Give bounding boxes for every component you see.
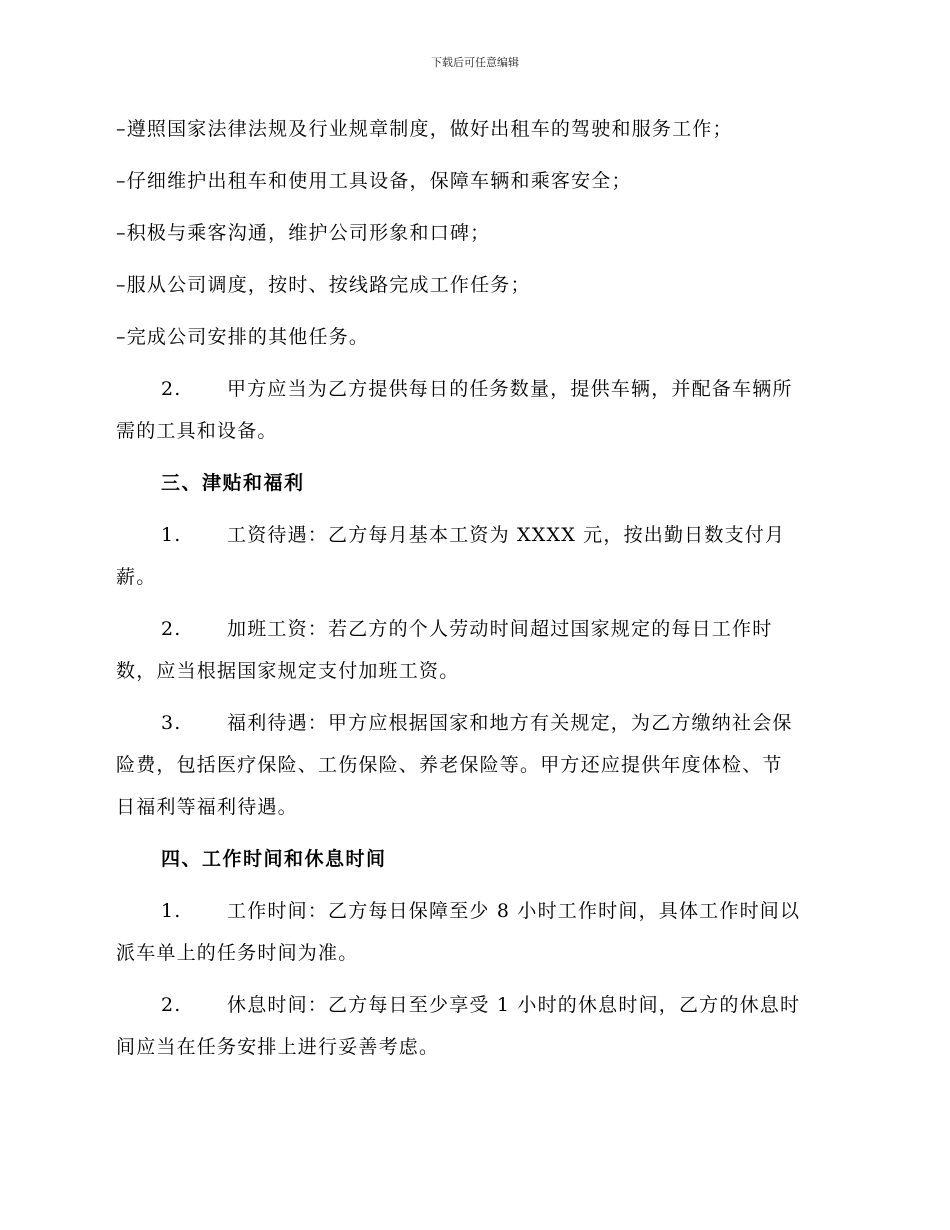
clause-number: 3.	[161, 712, 182, 734]
clause-number: 2.	[161, 618, 182, 640]
page-header: 下载后可任意编辑	[431, 56, 519, 69]
clause-text: 需的工具和设备。	[116, 420, 278, 442]
duty-item: –积极与乘客沟通，维护公司形象和口碑；	[116, 222, 491, 244]
clause-text: 派车单上的任务时间为准。	[116, 942, 359, 964]
clause-2-2	[116, 368, 836, 452]
document-body	[116, 108, 836, 1068]
clause-text: 间应当在任务安排上进行妥善考虑。	[116, 1036, 440, 1058]
clause-4-1	[116, 890, 836, 974]
clause-3-1	[116, 514, 836, 598]
clause-number: 1.	[161, 900, 182, 922]
clause-text: 休息时间：乙方每日至少享受 1 小时的休息时间，乙方的休息时	[227, 994, 801, 1016]
duty-item: –服从公司调度，按时、按线路完成工作任务；	[116, 274, 531, 296]
section-heading: 四、工作时间和休息时间	[161, 848, 387, 870]
clause-text: 数，应当根据国家规定支付加班工资。	[116, 660, 460, 682]
clause-text: 险费，包括医疗保险、工伤保险、养老保险等。甲方还应提供年度体检、节	[116, 754, 783, 776]
clause-text: 福利待遇：甲方应根据国家和地方有关规定，为乙方缴纳社会保	[227, 712, 793, 734]
duty-item: –完成公司安排的其他任务。	[116, 326, 370, 348]
clause-4-2	[116, 984, 836, 1068]
clause-number: 1.	[161, 524, 182, 546]
clause-text: 日福利等福利待遇。	[116, 796, 298, 818]
clause-text: 加班工资：若乙方的个人劳动时间超过国家规定的每日工作时	[227, 618, 773, 640]
clause-text: 工作时间：乙方每日保障至少 8 小时工作时间，具体工作时间以	[227, 900, 801, 922]
clause-number: 2.	[161, 378, 182, 400]
duty-item: –遵照国家法律法规及行业规章制度，做好出租车的驾驶和服务工作；	[116, 118, 733, 140]
clause-text: 工资待遇：乙方每月基本工资为 XXXX 元，按出勤日数支付月	[227, 524, 786, 546]
clause-number: 2.	[161, 994, 182, 1016]
clause-3-2	[116, 608, 836, 692]
duty-item: –仔细维护出租车和使用工具设备，保障车辆和乘客安全；	[116, 170, 632, 192]
clause-3-3	[116, 702, 836, 828]
section-heading: 三、津贴和福利	[161, 472, 305, 494]
clause-text: 甲方应当为乙方提供每日的任务数量，提供车辆，并配备车辆所	[227, 378, 793, 400]
clause-text: 薪。	[116, 566, 157, 588]
